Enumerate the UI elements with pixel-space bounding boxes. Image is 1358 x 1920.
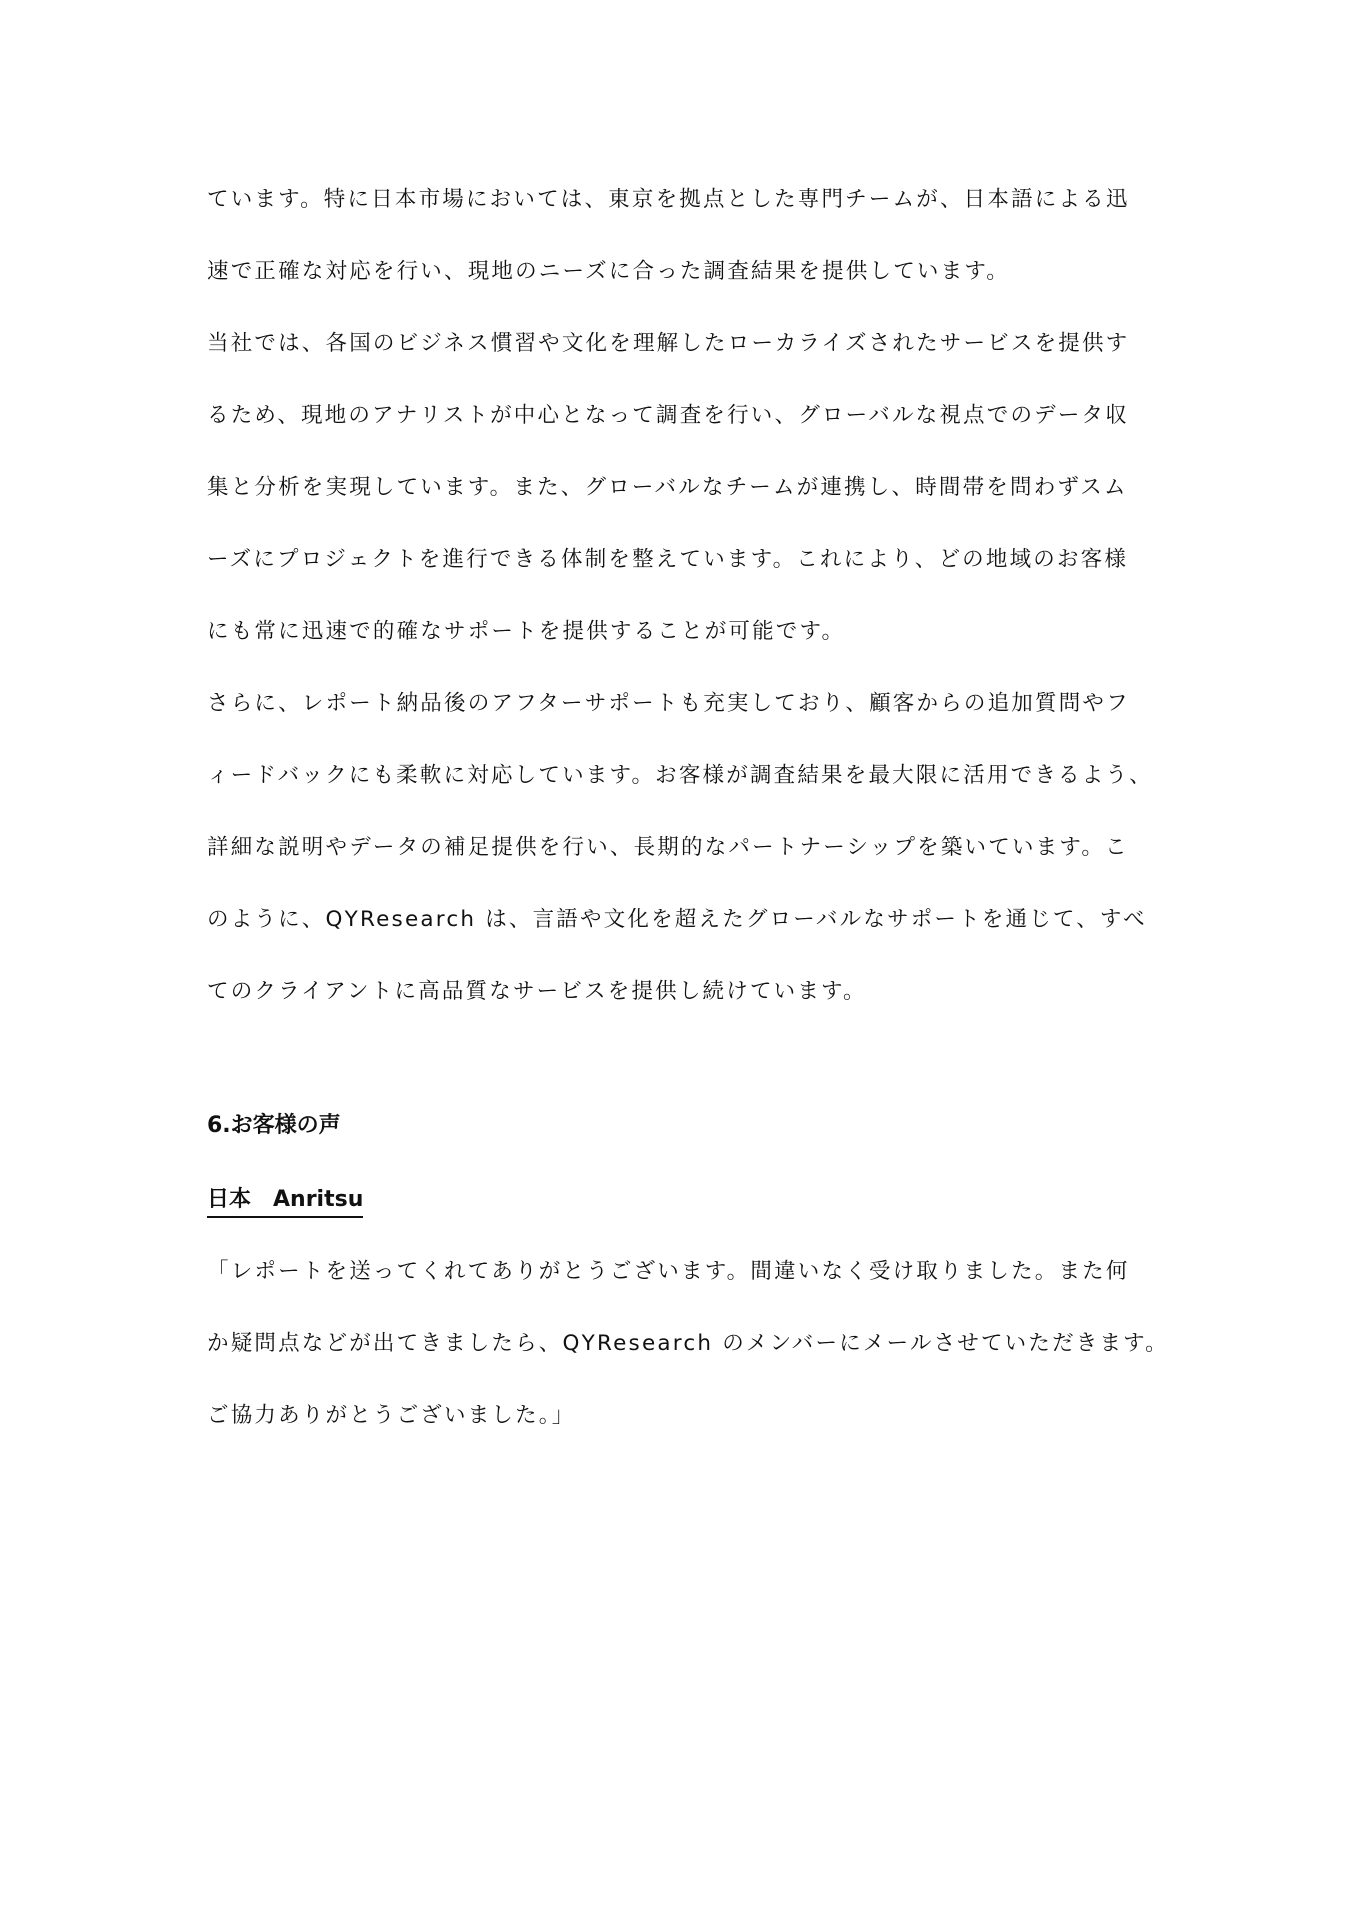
body-text-line: 集と分析を実現しています。また、グローバルなチームが連携し、時間帯を問わずスム (207, 475, 1128, 500)
testimonial-text-line: ご協力ありがとうございました。」 (207, 1403, 576, 1428)
body-text-line: さらに、レポート納品後のアフターサポートも充実しており、顧客からの追加質問やフ (207, 691, 1130, 716)
body-text-line: てのクライアントに高品質なサービスを提供し続けています。 (207, 979, 867, 1004)
testimonial-heading: 日本 Anritsu (207, 1185, 363, 1218)
body-text-line: 詳細な説明やデータの補足提供を行い、長期的なパートナーシップを築いています。こ (207, 835, 1129, 860)
body-text-line: のように、QYResearch は、言語や文化を超えたグローバルなサポートを通じて、すべ (207, 907, 1147, 932)
body-text-line: 速で正確な対応を行い、現地のニーズに合った調査結果を提供しています。 (207, 259, 1011, 284)
section-heading: 6.お客様の声 (207, 1113, 341, 1138)
body-text-line: ーズにプロジェクトを進行できる体制を整えています。これにより、どの地域のお客様 (207, 547, 1129, 572)
body-text-line: にも常に迅速で的確なサポートを提供することが可能です。 (207, 619, 846, 644)
body-text-line: ています。特に日本市場においては、東京を拠点とした専門チームが、日本語による迅 (207, 187, 1130, 212)
testimonial-text-line: か疑問点などが出てきましたら、QYResearch のメンバーにメールさせていただきます。 (207, 1331, 1169, 1356)
body-text-line: 当社では、各国のビジネス慣習や文化を理解したローカライズされたサービスを提供す (207, 331, 1130, 356)
body-text-line: ィードバックにも柔軟に対応しています。お客様が調査結果を最大限に活用できるよう、 (207, 763, 1153, 788)
body-text-line: るため、現地のアナリストが中心となって調査を行い、グローバルな視点でのデータ収 (207, 403, 1129, 428)
testimonial-text-line: 「レポートを送ってくれてありがとうございます。間違いなく受け取りました。また何 (207, 1259, 1130, 1284)
